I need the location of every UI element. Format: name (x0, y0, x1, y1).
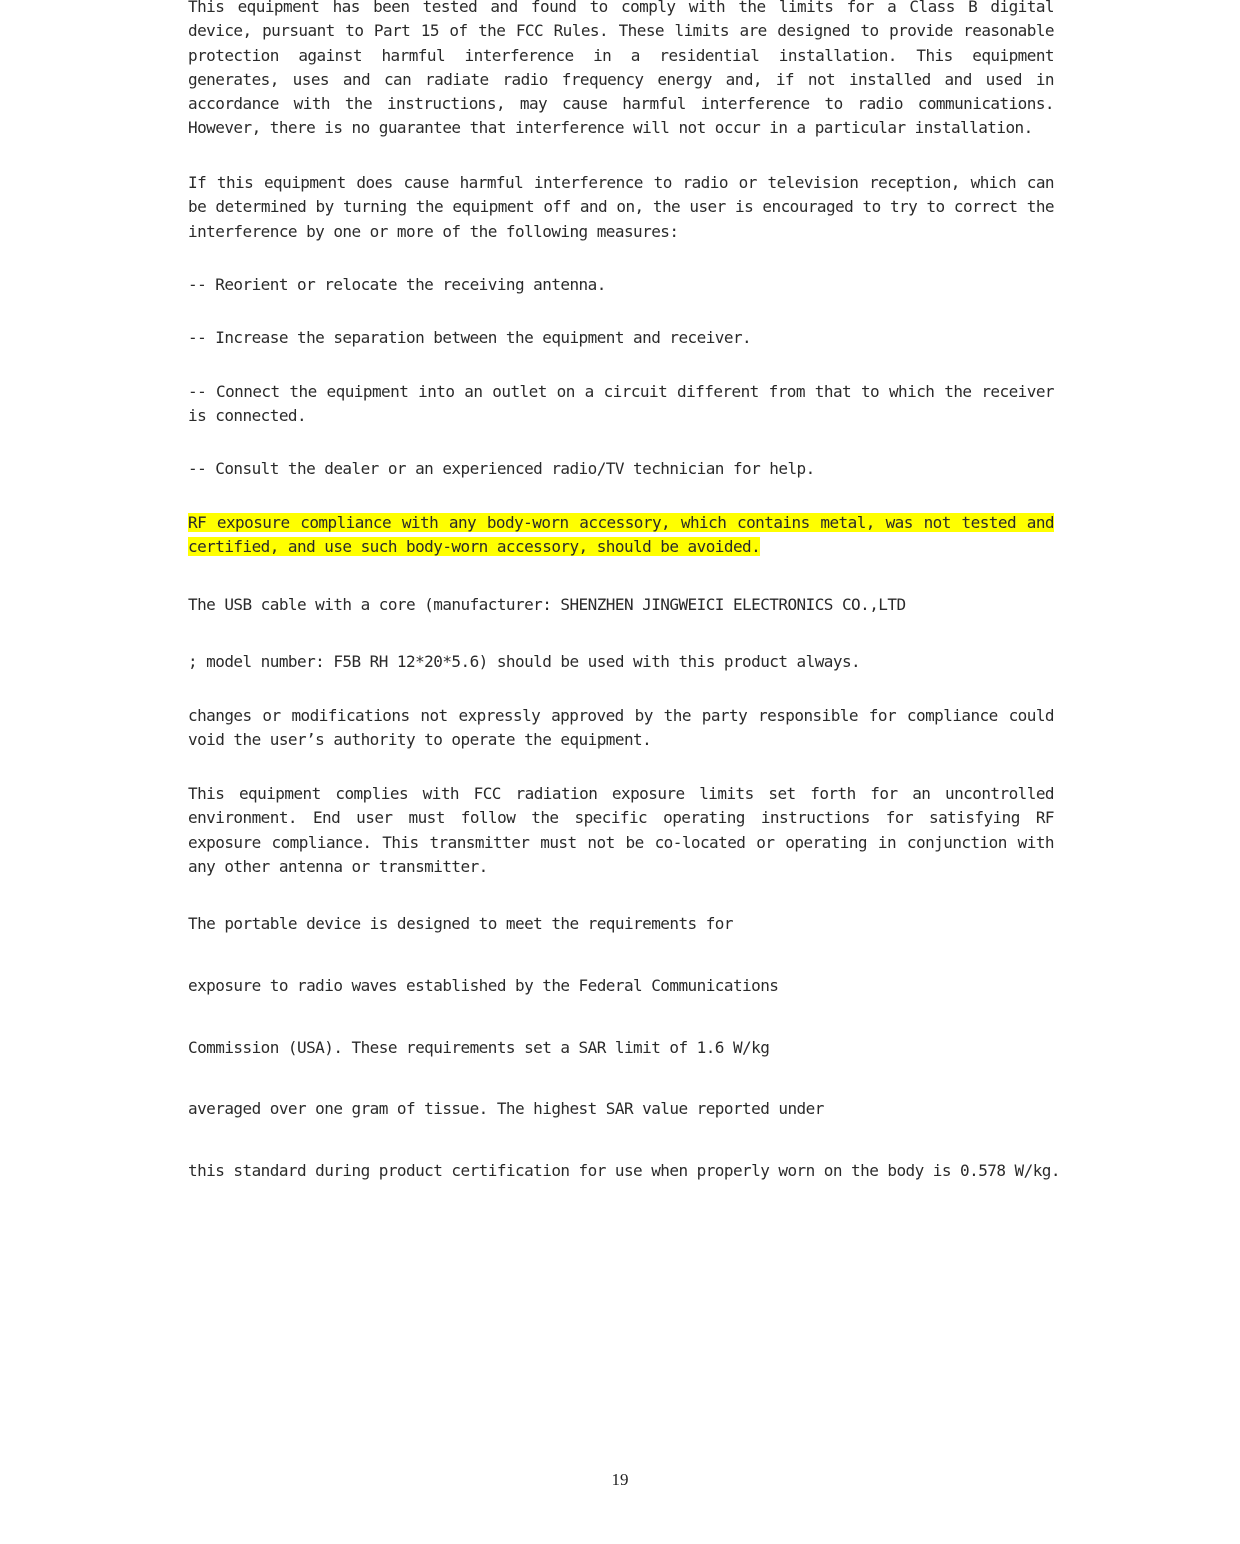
measure-consult-dealer: -- Consult the dealer or an experienced radio/TV technician for help. (188, 459, 815, 478)
measure-reorient-antenna: -- Reorient or relocate the receiving antenna. (188, 275, 606, 294)
changes-modifications-paragraph: changes or modifications not expressly approved by the party responsible for compliance could void the user’s authority to operate the equipment. (188, 706, 1054, 750)
sar-line-1: The portable device is designed to meet the requirements for (188, 914, 733, 933)
fcc-class-b-paragraph: This equipment has been tested and found to comply with the limits for a Class B digital device, pursuant to Part 15 of the FCC Rules. These limits are designed to provide reasonable protection against harmful interference in a residential installation. This equipment generates, uses and can radiate radio frequency energy and, if not installed and used in accordance with the instructions, may cause harmful interference to radio communications. However, there is no guarantee that interference will not occur in a particular installation. (188, 0, 1054, 138)
interference-measures-intro: If this equipment does cause harmful interference to radio or television reception, which can be determined by turning the equipment off and on, the user is encouraged to try to correct the interference by one or more of the following measures: (188, 173, 1054, 241)
rf-exposure-warning (188, 511, 1054, 560)
highlighted-text: RF exposure compliance with any body-worn accessory, which contains metal, was not tested and certified, and use such body-worn accessory, should be avoided. (188, 513, 1054, 557)
sar-line-4: averaged over one gram of tissue. The highest SAR value reported under (188, 1099, 824, 1118)
radiation-exposure-paragraph: This equipment complies with FCC radiation exposure limits set forth for an uncontrolled environment. End user must follow the specific operating instructions for satisfying RF exposure compliance. This transmitter must not be co-located or operating in conjunction with any other antenna or transmitter. (188, 784, 1054, 876)
sar-line-2: exposure to radio waves established by the Federal Communications (188, 976, 779, 995)
page-number: 19 (611, 1470, 629, 1489)
sar-line-3: Commission (USA). These requirements set a SAR limit of 1.6 W/kg (188, 1038, 770, 1057)
measure-different-circuit: -- Connect the equipment into an outlet on a circuit different from that to which the receiver is connected. (188, 382, 1054, 426)
measure-increase-separation: -- Increase the separation between the equipment and receiver. (188, 328, 752, 347)
usb-cable-line-1: The USB cable with a core (manufacturer: SHENZHEN JINGWEICI ELECTRONICS CO.,LTD (188, 595, 906, 614)
sar-line-5: this standard during product certification for use when properly worn on the body is 0.578 W/kg. (188, 1161, 1060, 1180)
usb-cable-line-2: ; model number: F5B RH 12*20*5.6) should be used with this product always. (188, 652, 861, 671)
